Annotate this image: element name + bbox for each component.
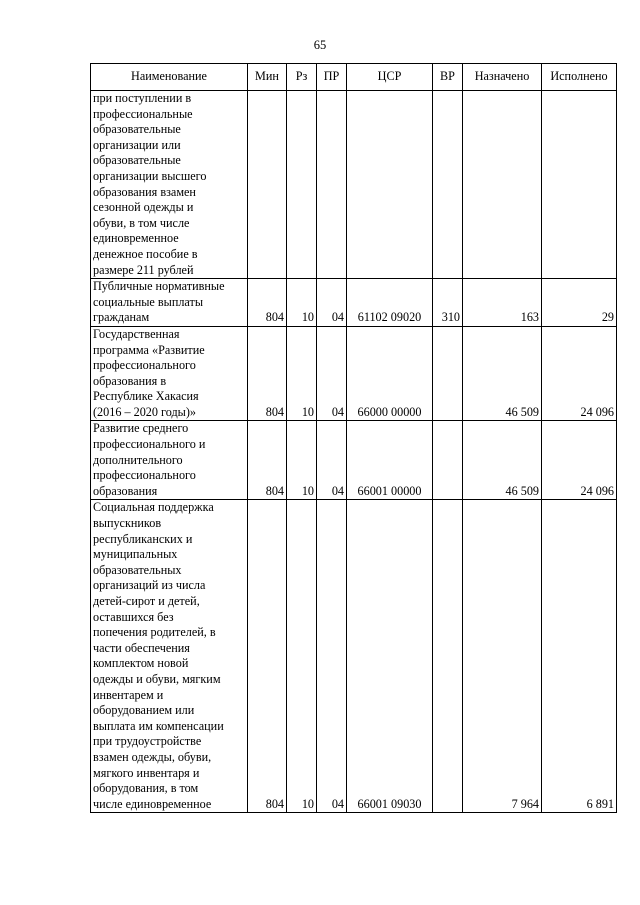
header-pr: ПР	[317, 64, 347, 91]
table-row	[91, 326, 617, 421]
cell-name	[91, 279, 248, 327]
cell-pr: 04	[317, 421, 347, 500]
cell-executed	[542, 91, 617, 279]
cell-vr	[433, 91, 463, 279]
cell-assigned	[463, 91, 542, 279]
cell-min: 804	[248, 421, 287, 500]
cell-vr: 310	[433, 279, 463, 327]
page-number: 65	[313, 38, 327, 52]
cell-executed: 24 096	[542, 421, 617, 500]
cell-name	[91, 500, 248, 813]
row-name: Социальная поддержка выпускников республиканских и муниципальных образовательных организаций из числа детей-сирот и детей, оставшихся без попечения родителей, в части обеспечения комплектом новой одежды и обуви, мягким инвентарем и оборудованием или выплата им компенсации при трудоустройстве взамен одежды, обуви, мягкого инвентаря и оборудования, в том числе единовременное	[93, 500, 224, 811]
cell-rz: 10	[287, 500, 317, 813]
cell-vr	[433, 326, 463, 421]
cell-csr: 66001 00000	[347, 421, 433, 500]
cell-min: 804	[248, 500, 287, 813]
cell-assigned: 46 509	[463, 326, 542, 421]
row-name: Государственная программа «Развитие профессионального образования в Республике Хакасия (2016 – 2020 годы)»	[93, 326, 205, 419]
cell-rz: 10	[287, 279, 317, 327]
table-row	[91, 279, 617, 327]
cell-name	[91, 91, 248, 279]
cell-executed: 29	[542, 279, 617, 327]
cell-pr	[317, 91, 347, 279]
header-vr: ВР	[433, 64, 463, 91]
cell-csr: 66000 00000	[347, 326, 433, 421]
table-row	[91, 421, 617, 500]
cell-pr: 04	[317, 279, 347, 327]
cell-rz: 10	[287, 326, 317, 421]
header-assigned: Назначено	[463, 64, 542, 91]
cell-assigned: 163	[463, 279, 542, 327]
header-name: Наименование	[91, 64, 248, 91]
row-name: Публичные нормативные социальные выплаты гражданам	[93, 279, 225, 325]
cell-assigned: 7 964	[463, 500, 542, 813]
cell-rz	[287, 91, 317, 279]
table-row	[91, 91, 617, 279]
header-executed: Исполнено	[542, 64, 617, 91]
cell-pr: 04	[317, 500, 347, 813]
cell-assigned: 46 509	[463, 421, 542, 500]
header-min: Мин	[248, 64, 287, 91]
cell-name	[91, 326, 248, 421]
cell-csr: 61102 09020	[347, 279, 433, 327]
cell-csr	[347, 91, 433, 279]
cell-rz: 10	[287, 421, 317, 500]
table-header-row	[91, 64, 617, 91]
cell-vr	[433, 500, 463, 813]
cell-executed: 24 096	[542, 326, 617, 421]
table-row	[91, 500, 617, 813]
header-rz: Рз	[287, 64, 317, 91]
cell-pr: 04	[317, 326, 347, 421]
cell-min: 804	[248, 279, 287, 327]
row-name: при поступлении в профессиональные образовательные организации или образовательные организации высшего образования взамен сезонной одежды и обуви, в том числе единовременное денежное пособие в размере 211 рублей	[93, 91, 207, 277]
cell-name	[91, 421, 248, 500]
cell-csr: 66001 09030	[347, 500, 433, 813]
cell-min	[248, 91, 287, 279]
row-name: Развитие среднего профессионального и дополнительного профессионального образования	[93, 421, 206, 498]
budget-table	[90, 63, 617, 813]
cell-min: 804	[248, 326, 287, 421]
cell-executed: 6 891	[542, 500, 617, 813]
header-csr: ЦСР	[347, 64, 433, 91]
cell-vr	[433, 421, 463, 500]
